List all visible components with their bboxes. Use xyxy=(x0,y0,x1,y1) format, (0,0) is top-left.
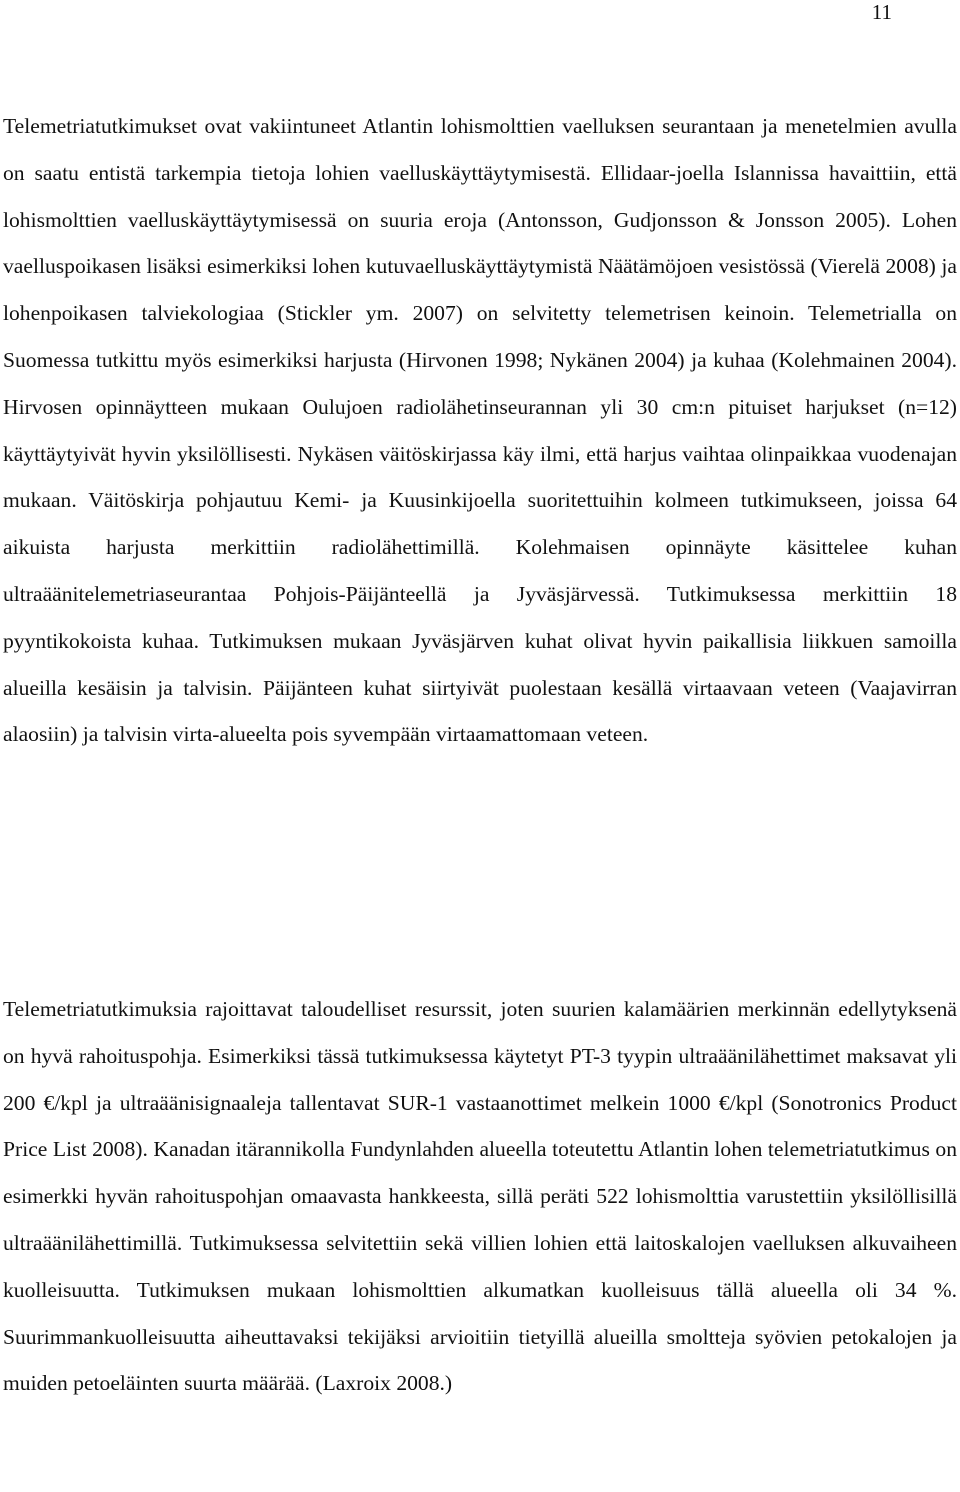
body-paragraph: Telemetriatutkimukset ovat vakiintuneet Atlantin lohismolttien vaelluksen seurantaan ja menetelmien avulla on saatu entistä tarkempia tietoja lohien vaelluskäyttäytymisestä. Ellidaar-joella Islannissa havaittiin, että lohismolttien vaelluskäyttäytymisessä on suuria eroja (Antonsson, Gudjonsson & Jonsson 2005). Lohen vaelluspoikasen lisäksi esimerkiksi lohen kutuvaelluskäyttäytymistä Näätämöjoen vesistössä (Vierelä 2008) ja lohenpoikasen talviekologiaa (Stickler ym. 2007) on selvitetty telemetrisen keinoin. Telemetrialla on Suomessa tutkittu myös esimerkiksi harjusta (Hirvonen 1998; Nykänen 2004) ja kuhaa (Kolehmainen 2004). Hirvosen opinnäytteen mukaan Oulujoen radiolähetinseurannan yli 30 cm:n pituiset harjukset (n=12) käyttäytyivät hyvin yksilöllisesti. Nykäsen väitöskirjassa käy ilmi, että harjus vaihtaa olinpaikkaa vuodenajan mukaan. Väitöskirja pohjautuu Kemi- ja Kuusinkijoella suoritettuihin kolmeen tutkimukseen, joissa 64 aikuista harjusta merkittiin radiolähettimillä. Kolehmaisen opinnäyte käsittelee kuhan ultraäänitelemetriaseurantaa Pohjois-Päijänteellä ja Jyväsjärvessä. Tutkimuksessa merkittiin 18 pyyntikokoista kuhaa. Tutkimuksen mukaan Jyväsjärven kuhat olivat hyvin paikallisia liikkuen samoilla alueilla kesäisin ja talvisin. Päijänteen kuhat siirtyivät puolestaan kesällä virtaavaan veteen (Vaajavirran alaosiin) ja talvisin virta-alueelta pois syvempään virtaamattomaan veteen. xyxy=(3,114,957,747)
body-paragraph: Telemetriatutkimuksia rajoittavat taloudelliset resurssit, joten suurien kalamäärien merkinnän edellytyksenä on hyvä rahoituspohja. Esimerkiksi tässä tutkimuksessa käytetyt PT-3 tyypin ultraäänilähettimet maksavat yli 200 €/kpl ja ultraäänisignaaleja tallentavat SUR-1 vastaanottimet melkein 1000 €/kpl (Sonotronics Product Price List 2008). Kanadan itärannikolla Fundynlahden alueella toteutettu Atlantin lohen telemetriatutkimus on esimerkki hyvän rahoituspohjan omaavasta hankkeesta, sillä peräti 522 lohismolttia varustettiin yksilöllisillä ultraäänilähettimillä. Tutkimuksessa selvitettiin sekä villien lohien että laitoskalojen vaelluksen alkuvaiheen kuolleisuutta. Tutkimuksen mukaan lohismolttien alkumatkan kuolleisuus tällä alueella oli 34 %. Suurimmankuolleisuutta aiheuttavaksi tekijäksi arvioitiin tietyillä alueilla smoltteja syövien petokalojen ja muiden petoeläinten suurta määrää. (Laxroix 2008.) xyxy=(3,997,957,1396)
page-number: 11 xyxy=(871,0,892,24)
